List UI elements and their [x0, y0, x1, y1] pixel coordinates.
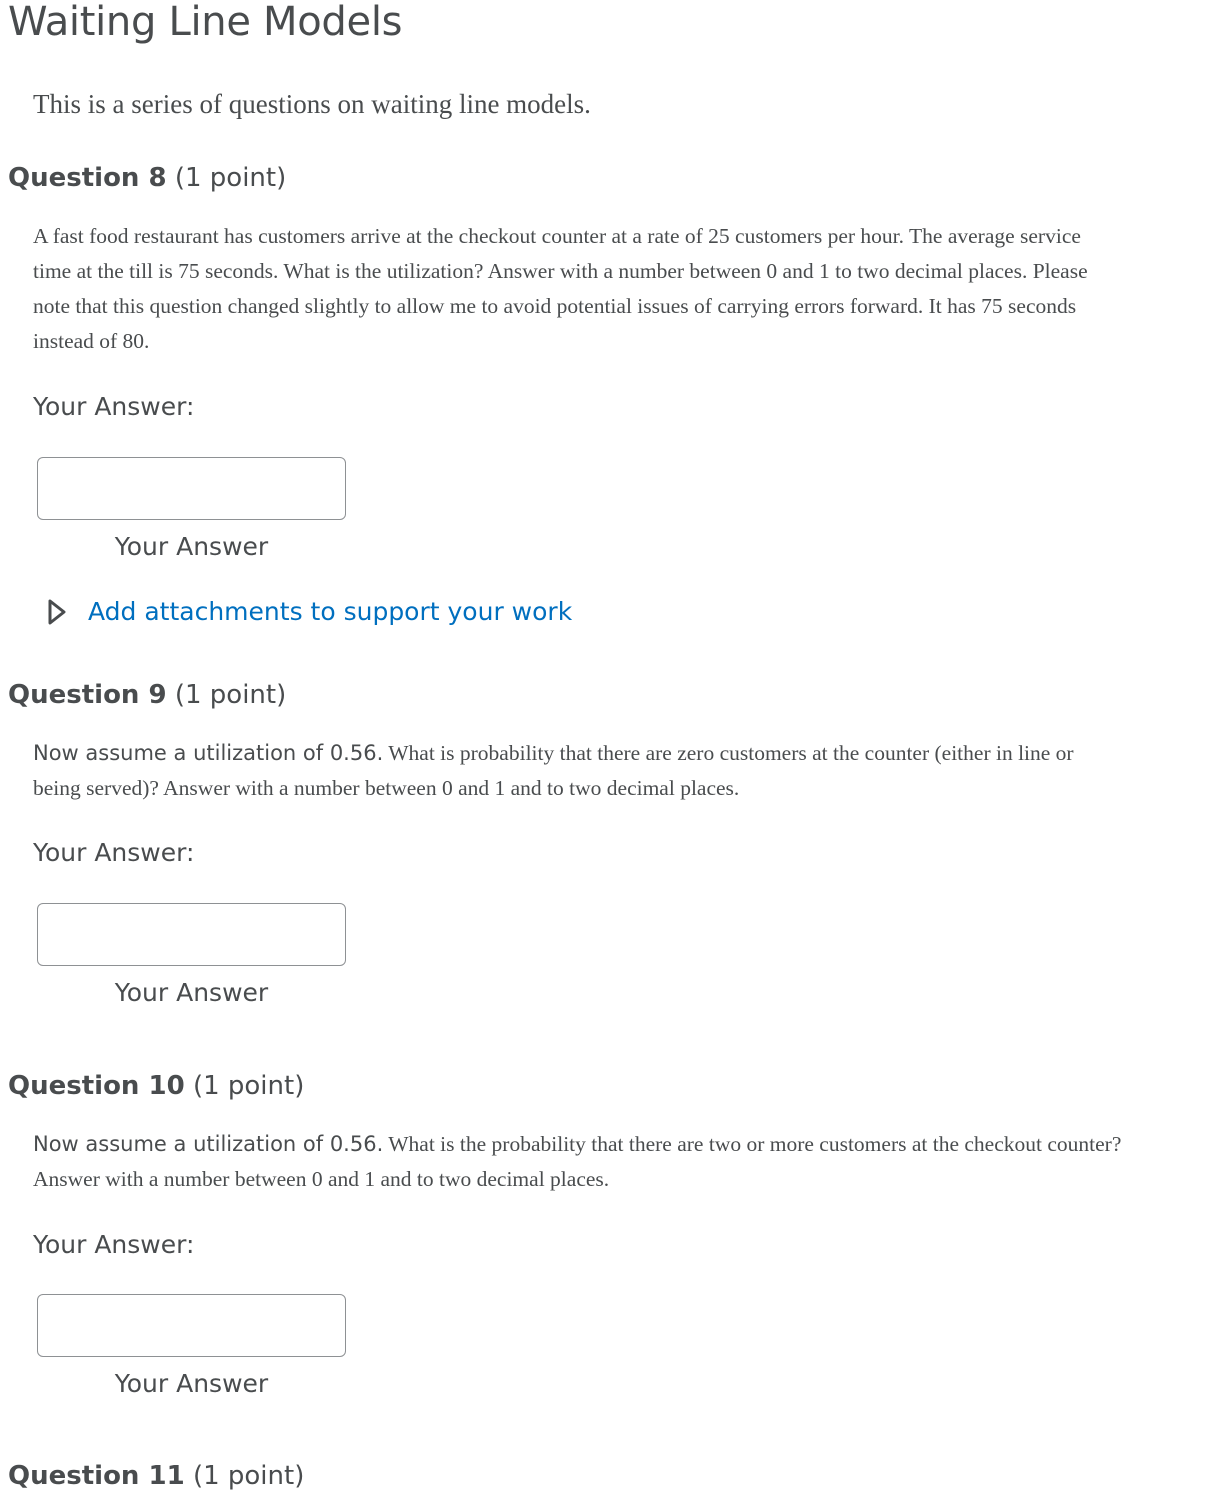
answer-input[interactable] [37, 903, 346, 966]
question-points: (1 point) [192, 1461, 305, 1491]
question-number: Question 9 [8, 680, 167, 710]
question-number: Question 8 [8, 163, 167, 193]
intro-text: This is a series of questions on waiting line models. [33, 89, 591, 119]
add-attachments-toggle[interactable] [46, 594, 572, 630]
answer-label: Your Answer: [33, 838, 195, 867]
question-number: Question 11 [8, 1461, 185, 1491]
question-text-lead: Now assume a utilization of 0.56. [33, 1132, 384, 1156]
answer-label: Your Answer: [33, 392, 195, 421]
page-title: Waiting Line Models [8, 0, 403, 45]
answer-caption: Your Answer [114, 978, 269, 1007]
question-text-lead: Now assume a utilization of 0.56. [33, 741, 384, 765]
triangle-right-icon [46, 597, 68, 627]
question-heading [8, 1458, 304, 1494]
question-text [33, 736, 1123, 806]
question-heading [8, 677, 286, 713]
question-points: (1 point) [174, 163, 287, 193]
question-text-rest: What is probability that there are zero customers at the counter (either in line or being served)? Answer with a number between 0 and 1 and to two decimal places. [33, 741, 1074, 800]
answer-caption: Your Answer [114, 1369, 269, 1398]
question-text: A fast food restaurant has customers arrive at the checkout counter at a rate of 25 customers per hour. The average service time at the till is 75 seconds. What is the utilization? Answer with a number between 0 and 1 to two decimal places. Please note that this question changed slightly to allow me to avoid potential issues of carrying errors forward. It has 75 seconds instead of 80. [33, 224, 1088, 353]
question-points: (1 point) [174, 680, 287, 710]
answer-caption: Your Answer [114, 532, 269, 561]
answer-input[interactable] [37, 1294, 346, 1357]
question-text-rest: What is the probability that there are two or more customers at the checkout counter? Answer with a number between 0 and 1 and to two decimal places. [33, 1132, 1122, 1191]
add-attachments-link[interactable]: Add attachments to support your work [88, 597, 573, 626]
question-text [33, 1127, 1123, 1197]
question-points: (1 point) [192, 1071, 305, 1101]
question-number: Question 10 [8, 1071, 185, 1101]
answer-input[interactable] [37, 457, 346, 520]
question-heading [8, 1068, 304, 1104]
answer-label: Your Answer: [33, 1230, 195, 1259]
question-heading [8, 160, 286, 196]
